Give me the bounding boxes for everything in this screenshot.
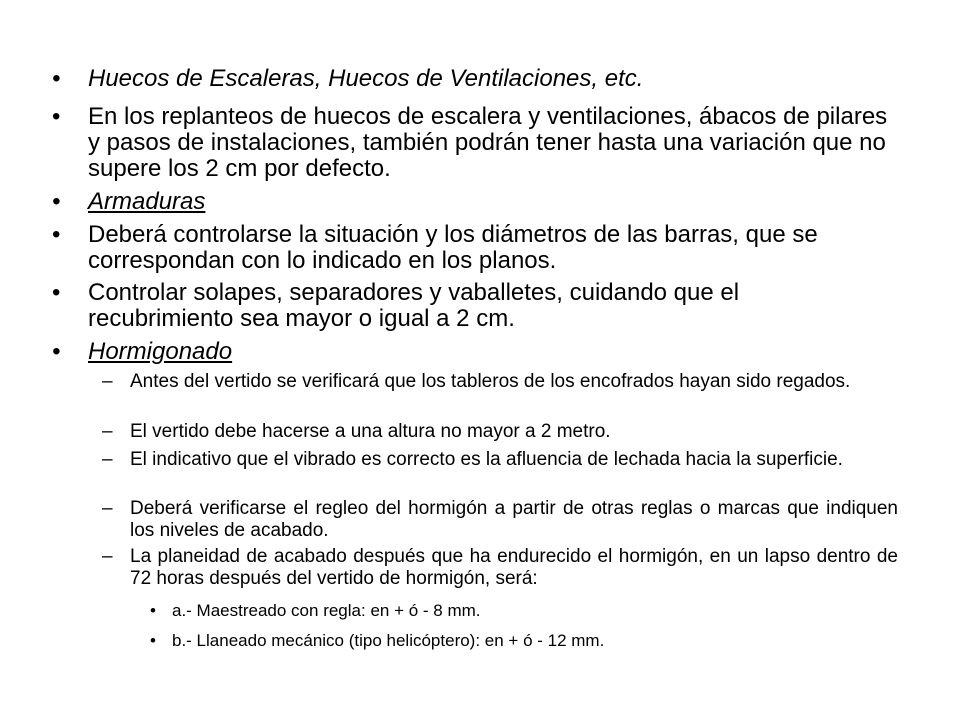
sub-bullet-regleo: – Deberá verificarse el regleo del hormigón a partir de otras reglas o marcas que indiquen los niveles de acabado. (130, 498, 898, 542)
sub-bullet-planeidad: – La planeidad de acabado después que ha endurecido el hormigón, en un lapso dentro de 72 horas después del vertido de hormigón, será: (130, 546, 898, 590)
bullet-armaduras-heading: • Armaduras (88, 189, 888, 215)
bullet-replanteos: • En los replanteos de huecos de escalera y ventilaciones, ábacos de pilares y pasos de instalaciones, también podrán tener hasta una variación que no supere los 2 cm por defecto. (88, 104, 888, 182)
sub-bullet-tableros: – Antes del vertido se verificará que los tableros de los encofrados hayan sido regados. (130, 371, 898, 393)
bullet-hormigonado-heading: • Hormigonado (88, 339, 888, 365)
sub-sub-bullet-maestreado: • a.- Maestreado con regla: en + ó - 8 mm. (172, 601, 872, 621)
sub-bullet-altura: – El vertido debe hacerse a una altura no mayor a 2 metro. (130, 421, 898, 443)
bullet-solapes: • Controlar solapes, separadores y vaballetes, cuidando que el recubrimiento sea mayor o igual a 2 cm. (88, 280, 888, 332)
bullet-huecos: • Huecos de Escaleras, Huecos de Ventilaciones, etc. (88, 66, 888, 92)
sub-sub-bullet-llaneado: • b.- Llaneado mecánico (tipo helicóptero): en + ó - 12 mm. (172, 631, 872, 651)
bullet-diametros: • Deberá controlarse la situación y los diámetros de las barras, que se correspondan con lo indicado en los planos. (88, 222, 888, 274)
sub-bullet-vibrado: – El indicativo que el vibrado es correcto es la afluencia de lechada hacia la superficie. (130, 449, 898, 471)
